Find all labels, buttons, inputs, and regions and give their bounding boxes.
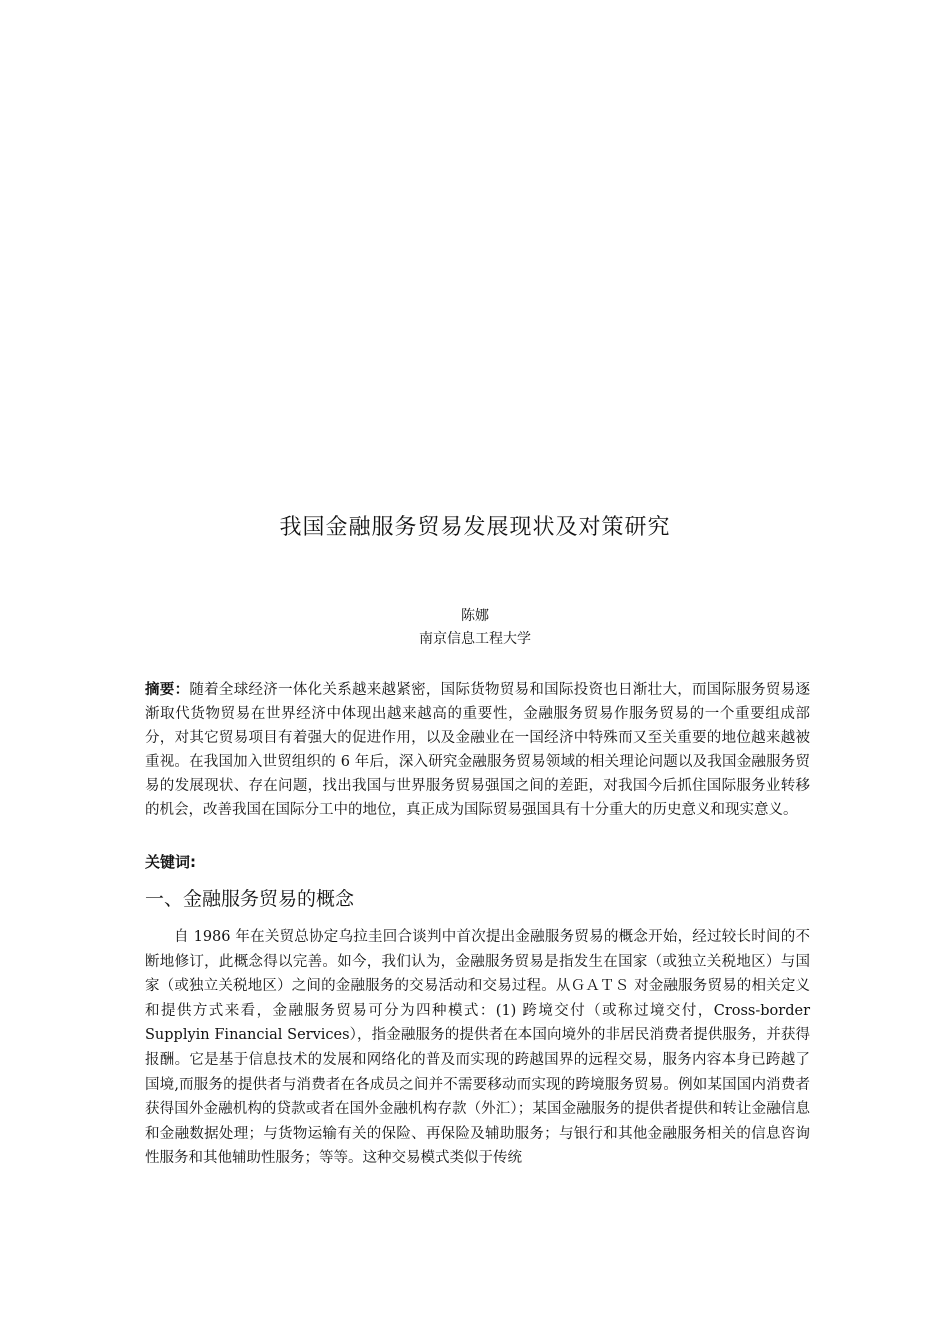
section-paragraph: 自 1986 年在关贸总协定乌拉圭回合谈判中首次提出金融服务贸易的概念开始，经过较长时间的不断地修订，此概念得以完善。如今，我们认为，金融服务贸易是指发生在国家（或独立关税地区）与国家（或独立关税地区）之间的金融服务的交易活动和交易过程。从ＧＡＴＳ 对金融服务贸易的相关定义和提供方式来看，金融服务贸易可分为四种模式：(1) 跨境交付（或称过境交付，Cross-border Supplyin Financial Services），指金融服务的提供者在本国向境外的非居民消费者提供服务，并获得报酬。它是基于信息技术的发展和网络化的普及而实现的跨越国界的远程交易，服务内容本身已跨越了国境,而服务的提供者与消费者在各成员之间并不需要移动而实现的跨境服务贸易。例如某国国内消费者获得国外金融机构的贷款或者在国外金融机构存款（外汇）；某国金融服务的提供者提供和转让金融信息和金融数据处理；与货物运输有关的保险、再保险及辅助服务；与银行和其他金融服务相关的信息咨询性服务和其他辅助性服务；等等。这种交易模式类似于传统: [145, 929, 810, 1167]
document-title: 我国金融服务贸易发展现状及对策研究: [279, 515, 671, 540]
section-heading: 一、金融服务贸易的概念: [145, 888, 355, 910]
abstract-text: 随着全球经济一体化关系越来越紧密，国际货物贸易和国际投资也日渐壮大，而国际服务贸易逐渐取代货物贸易在世界经济中体现出越来越高的重要性，金融服务贸易作服务贸易的一个重要组成部分，对其它贸易项目有着强大的促进作用，以及金融业在一国经济中特殊而又至关重要的地位越来越被重视。在我国加入世贸组织的 6 年后，深入研究金融服务贸易领域的相关理论问题以及我国金融服务贸易的发展现状、存在问题，找出我国与世界服务贸易强国之间的差距，对我国今后抓住国际服务业转移的机会，改善我国在国际分工中的地位，真正成为国际贸易强国具有十分重大的历史意义和现实意义。: [145, 682, 811, 818]
abstract: [145, 678, 810, 822]
abstract-label: 摘要：: [145, 682, 190, 698]
keywords-label: 关键词:: [145, 853, 196, 871]
author-affiliation: 南京信息工程大学: [419, 631, 531, 647]
author-name: 陈娜: [461, 608, 489, 624]
